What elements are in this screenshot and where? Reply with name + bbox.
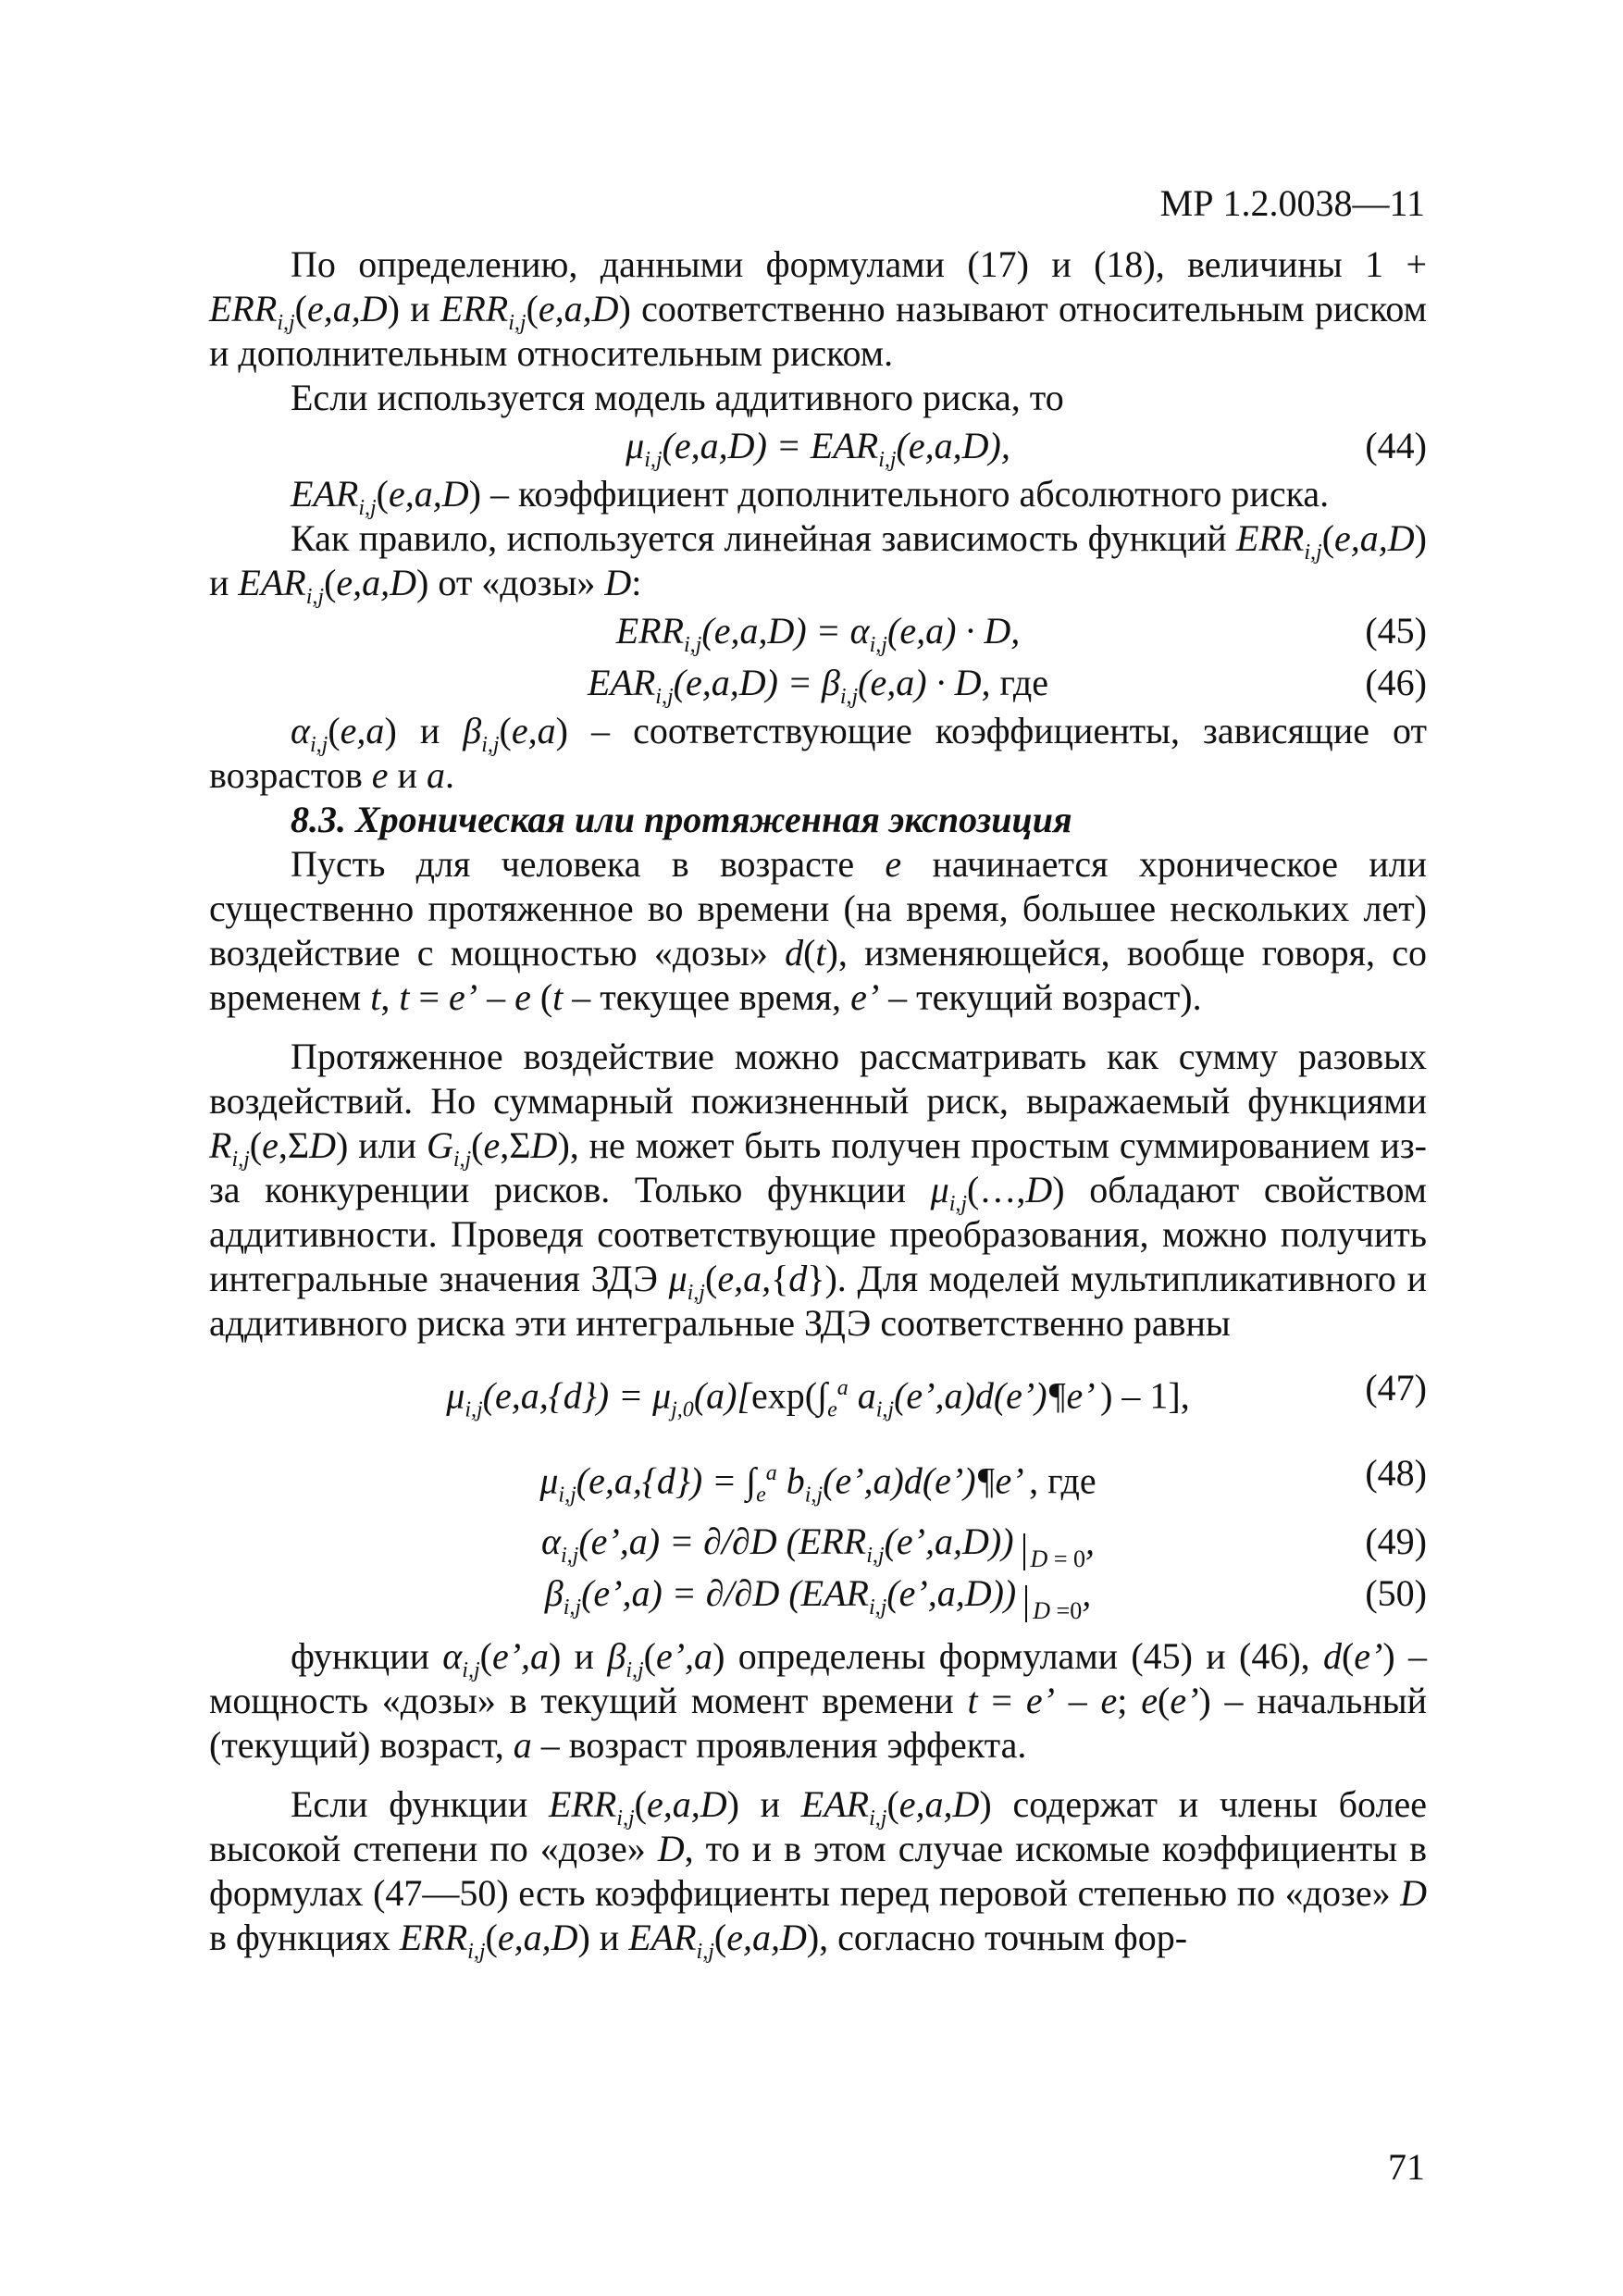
formula-48-number: (48) [1365,1452,1427,1494]
paragraph-higher-degree: Если функции $ERR_{i,j}(e,a,D)$ и $EAR_{i,j}(e,a,D)$ содержат и члены более высокой степени по «дозе» D, то и в этом случае искомые коэффициенты в формулах (47—50) есть коэффициенты перед перовой степенью по «дозе» D в функциях $ERR_{i,j}(e,a,D)$ и $EAR_{i,j}(e,a,D)$, согласно точным фор- [209,1783,1427,1964]
formula-50 [209,1568,1427,1624]
formula-49-expr: $\alpha_{i,j}(e’,a) = \partial/\partial D$ $(ERR_{i,j}(e’,a,D)) D = 0$, [541,1520,1095,1572]
paragraph-chronic-exposure: Пусть для человека в возрасте e начинается хроническое или существенно протяженное во времени (на время, большее нескольких лет) воздействие с мощностью «дозы» d(t), изменяющейся, вообще говоря, со временем t, t = e’ – e (t – текущее время, e’ – текущий возраст). [209,843,1428,1018]
formula-46-expr: $EAR_{i,j}(e,a,D) = \beta_{i,j}(e,a) \cdot D$, где [587,662,1049,709]
formula-46 [209,657,1427,709]
formula-50-number: (50) [1365,1572,1427,1614]
formula-46-number: (46) [1365,662,1427,703]
formula-50-expr: $\beta_{i,j}(e’,a) = \partial/\partial D$ $(EAR_{i,j}(e’,a,D))$ D =0, [544,1572,1092,1624]
formula-47-expr: $\mu_{i,j}(e,a,\{d\}) = \mu_{j,0}(a)[\exp(\int_e^a$ $a_{i,j}(e’,a)d(e’)\P e$’ ) – 1], [446,1374,1190,1422]
paragraph-relative-risk: По определению, данными формулами (17) и (18), величины $1 + ERR_{i,j}(e,a,D)$ и $ERR_{i,j}(e,a,D)$ соответственно называют относительным риском и дополнительным относительным риском. [209,243,1427,374]
paragraph-additive-model: Если используется модель аддитивного риска, то [291,377,1064,418]
formula-45-expr: $ERR_{i,j}(e,a,D) = \alpha_{i,j}(e,a) \cdot D$, [615,610,1021,657]
formula-44 [209,420,1427,472]
formula-49-number: (49) [1365,1520,1427,1562]
paragraph-coefficients: $\alpha_{i,j}(e,a)$ и $\beta_{i,j}(e,a)$ – соответствующие коэффициенты, зависящие от возрастов e и a. [209,710,1427,796]
page-number: 71 [1388,2146,1425,2188]
running-head: МР 1.2.0038—11 [1159,182,1425,224]
formula-47 [209,1346,1427,1431]
paragraph-functions-defined: функции $\alpha_{i,j}(e’,a)$ и $\beta_{i,j}(e’,a)$ определены формулами (45) и (46), d(e’) – мощность «дозы» в текущий момент времени t = e’ – e; e(e’) – начальный (текущий) возраст, a – возраст проявления эффекта. [209,1635,1428,1766]
formula-45 [209,605,1427,657]
formula-48 [209,1431,1427,1516]
section-heading: 8.3. Хроническая или протяженная экспозиция [291,799,1072,840]
body-text [209,242,1428,1964]
paragraph-ear-coefficient: $EAR_{i,j}(e,a,D)$ – коэффициент дополнительного абсолютного риска. [291,473,1330,520]
formula-48-expr: $\mu_{i,j}(e,a,\{d\}) = \int_e^a$ $b_{i,j}(e’,a)d(e’)\P e$’ , где [539,1459,1096,1508]
paragraph-linear-dependence: Как правило, используется линейная зависимость функций $ERR_{i,j}(e,a,D)$ и $EAR_{i,j}(e,a,D)$ от «дозы» D: [209,517,1427,609]
formula-44-number: (44) [1365,425,1427,466]
formula-47-number: (47) [1365,1367,1427,1409]
paragraph-protracted-exposure: Протяженное воздействие можно рассматривать как сумму разовых воздействий. Но суммарный пожизненный риск, выражаемый функциями $R_{i,j}(e,\Sigma D)$ или $G_{i,j}(e,\Sigma D)$, не может быть получен простым суммированием из-за конкуренции рисков. Только функции $\mu_{i,j}(\dots,D)$ обладают свойством аддитивности. Проведя соответствующие преобразования, можно получить интегральные значения ЗДЭ $\mu_{i,j}(e,a,\{d\})$. Для моделей мультипликативного и аддитивного риска эти интегральные ЗДЭ соответственно равны [209,1036,1428,1344]
formula-49 [209,1516,1427,1572]
formula-45-number: (45) [1365,610,1427,652]
formula-44-expr: $\mu_{i,j}(e,a,D) = EAR_{i,j}(e,a,D)$, [626,425,1010,472]
